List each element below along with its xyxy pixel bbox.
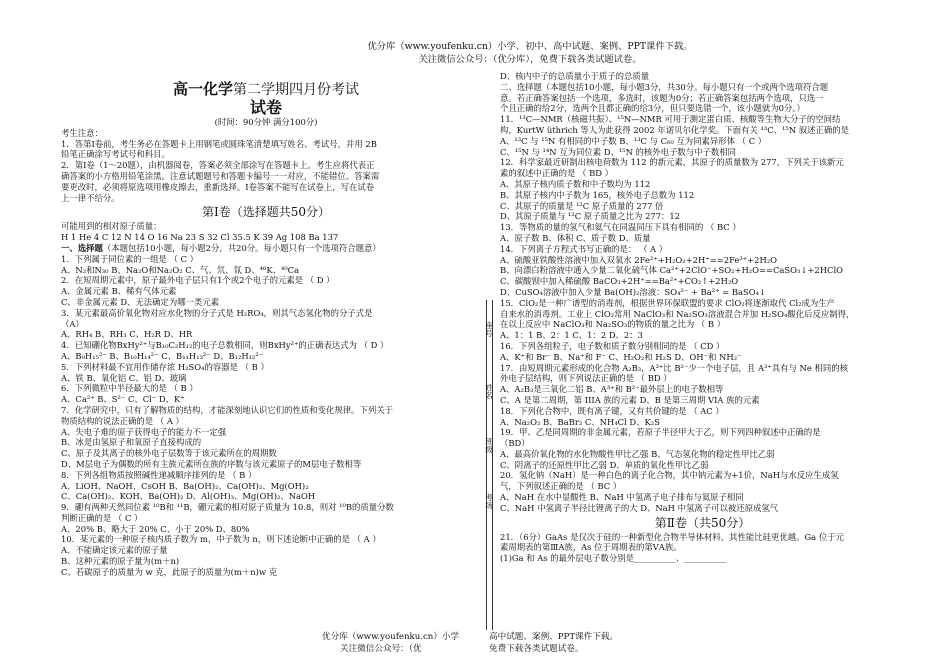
question-line: B、冰是由氢原子和氧原子直接构成的	[61, 437, 202, 448]
section-1-title: 第Ⅰ卷（选择题共50分）	[201, 205, 330, 220]
part-1-label: 一、选择题	[61, 242, 103, 253]
question-line: D、M层电子为偶数的所有主族元素所在族的序数与该元素原子的M层电子数相等	[61, 458, 362, 469]
question-line: A、N₂和N₃₀ B、Na₂O和Na₂O₂ C、气、氘、氚 D、⁴⁰K、⁴⁰Ca	[61, 264, 300, 275]
notice-line: 上一律不给分。	[61, 192, 120, 203]
q21-line: 21．（6分）GaAs 是仅次于硅的一种新型化合物半导体材料，其性能比硅更优越。Ga 位于元	[500, 531, 844, 542]
question-line: A、K⁺和 Br⁻ B、Na⁺和 F⁻ C、H₂O₂和 H₂S D、OH⁻和 NH₂⁻	[500, 351, 742, 362]
question-line: A、20% B、略大于 20% C、小于 20% D、80%	[61, 523, 250, 534]
question-line: 判断正确的是 （ C ）	[61, 512, 143, 523]
binding-line-left	[486, 300, 487, 630]
question-line: A、Na₂O₂ B、BaBr₂ C、NH₄Cl D、K₂S	[500, 416, 660, 427]
question-line: 6．下列微粒中半径最大的是 （ B ）	[61, 383, 198, 394]
atomic-mass-values: H 1 He 4 C 12 N 14 O 16 Na 23 S 32 Cl 35.5 K 39 Ag 108 Ba 137	[61, 232, 339, 243]
time-info: (时间：90分钟 满分100分)	[214, 117, 318, 127]
question-line: 16．下列各组粒子，电子数和质子数分别相同的是 （ CD ）	[500, 340, 725, 351]
question-line: 19．甲、乙是同周期的非金属元素，若原子半径甲大于乙，则下列四种叙述中正确的是	[500, 427, 821, 438]
notice-line: 确答案的小方格用铅笔涂黑。注意试题题号和答题卡编号一一对应，不能错位。答案需	[61, 170, 380, 181]
question-line: B、向漂白粉溶液中通入少量二氧化硫气体 Ca²⁺+2ClO⁻+SO₂+H₂O==CaSO₃↓+2HClO	[500, 265, 844, 276]
question-line: A、铁 B、氧化铝 C、铝 D、玻璃	[61, 372, 187, 383]
question-line: 20．氢化钠（NaH）是一种白色的离子化合物，其中钠元素为+1价，NaH与水反应生成氢	[500, 470, 839, 481]
footer-right-line-2: 免费下载各类试题试卷。	[489, 644, 584, 654]
question-line: 在以上反应中 NaClO₃和 Na₂SO₃的物质的量之比为 （ B ）	[500, 319, 726, 330]
question-line: A、不能确定该元素的原子量	[61, 545, 168, 556]
question-line: 8．下列各组物质按照碱性递减顺序排列的是 （ B ）	[61, 469, 257, 480]
question-line: 3．某元素最高价氧化物对应水化物的分子式是 H₂RO₄，则其气态氢化物的分子式是	[61, 307, 373, 318]
exam-title	[61, 81, 471, 99]
question-line: B、其原子核内中子数为 165，核外电子总数为 112	[500, 189, 695, 200]
question-line: 构，KurtW üthrich 等人为此获得 2002 年诺贝尔化学奖。下面有关 ¹³C、¹⁵N 叙述正确的是	[500, 124, 849, 135]
question-line: C、阴离子的还原性甲比乙弱 D、单质的氧化性甲比乙弱	[500, 459, 709, 470]
notice-block	[61, 139, 471, 204]
page-header	[250, 40, 810, 66]
question-line: 13．等物质的量的氢气和氦气在同温同压下具有相同的 （ BC ）	[500, 222, 741, 233]
question-line: A、B₉H₁₅²⁻ B、B₁₀H₁₄²⁻ C、B₁₁H₁₃²⁻ D、B₁₂H₁₂²⁻	[61, 350, 264, 361]
question-line: 素的叙述中正确的是 （ BD ）	[500, 168, 613, 179]
question-line: C、若碳原子的质量为 w 克，此原子的质量为(m＋n)w 克	[61, 566, 278, 577]
question-list-left	[61, 254, 471, 578]
question-line: 17．由短周期元素形成的化合物 A₂B₃，A³⁺比 B²⁻少一个电子层，且 A³⁺具有与 Ne 相同的核	[500, 362, 849, 373]
binding-line-right	[492, 300, 493, 630]
atomic-mass-heading: 可能用到的相对原子质量：	[61, 221, 162, 232]
part-1-description: （本题包括10小题，每小题2分，共20分。每小题只有一个选项符合题意）	[102, 242, 381, 253]
question-line: 7．化学研究中，只有了解物质的结构，才能深刻地认识它们的性质和变化规律。下列关于	[61, 404, 393, 415]
question-line: 2．在短周期元素中，原子最外电子层只有1个或2个电子的元素是 （ D ）	[61, 275, 335, 286]
exam-subtitle: 试卷	[249, 98, 282, 117]
question-line: A、金属元素 B、稀有气体元素	[61, 286, 177, 297]
footer-right	[489, 631, 618, 655]
question-line: A、NaH 在水中显酸性 B、NaH 中氢离子电子排布与氦原子相同	[500, 492, 744, 503]
question-line: C、¹⁵N 与 ¹⁴N 互为同位素 D、¹⁵N 的核外电子数与中子数相同	[500, 146, 737, 157]
notice-line: 1．答第Ⅰ卷前，考生务必在答题卡上用钢笔或圆珠笔清楚填写姓名、考试号，并用 2B	[61, 138, 377, 149]
question-line: 5．下列材料最不宜用作储存浓 H₂SO₄的容器是 （ B ）	[61, 361, 269, 372]
question-line: 1．下列属于同位素的一组是 （ C ）	[61, 253, 198, 264]
footer-right-line-1: 高中试题、案例、PPT课件下载。	[489, 632, 619, 642]
exam-title-bold: 高一化学	[172, 80, 233, 98]
question-line: A、RH₄ B、RH₃ C、H₂R D、HR	[61, 329, 193, 340]
margin-label-name: 姓名	[485, 383, 493, 400]
margin-label-seat: 座号	[485, 321, 493, 338]
question-line: 11．¹³C—NMR（核磁共振）、¹⁵N—NMR 可用于测定蛋白质、核酸等生物大分子的空间结	[500, 114, 841, 125]
footer-left-line-1: 优分库（www.youfenku.cn）小学	[322, 632, 460, 642]
question-line: C、非金属元素 D、无法确定为哪一类元素	[61, 296, 220, 307]
question-line: 二、选择题（本题包括10小题，每小题3分，共30分。每小题只有一个或两个选项符合题	[500, 81, 829, 92]
question-line: A、1：1 B、2：1 C、1：2 D、2：3	[500, 330, 643, 341]
footer-left	[322, 631, 459, 655]
header-line-1: 优分库（www.youfenku.cn）小学、初中、高中试题、案例、PPT课件下载。	[367, 41, 693, 52]
question-line: C、原子及其离子的核外电子层数等于该元素所在的周期数	[61, 448, 277, 459]
question-line: 4．已知硼化物BxHy²⁺与B₁₀C₂H₁₂的电子总数相同，则BxHy²⁺的正确表达式为 （ D ）	[61, 340, 389, 351]
question-line: 12．科学家最近研制出核电荷数为 112 的新元素，其原子的质量数为 277，下列关于该新元	[500, 157, 844, 168]
question-line: D、CuSO₄溶液中加入少量 Ba(OH)₂溶液：SO₄²⁻ + Ba²⁺ = BaSO₄↓	[500, 286, 766, 297]
footer-left-line-2: 关注微信公众号：（优	[340, 644, 422, 654]
question-line: 物质结构的说法正确的是 （ A ）	[61, 415, 184, 426]
notice-line: 铅笔正确涂写考试号和科目。	[61, 149, 170, 160]
question-line: C、A 是第二周期，第 IIIA 族的元素 D、B 是第三周期 VIA 族的元素	[500, 394, 760, 405]
question-line: D、其原子质量与 ¹²C 原子质量之比为 277：12	[500, 211, 681, 222]
question-line: C、其原子的质量是 ¹²C 原子质量的 277 倍	[500, 200, 664, 211]
margin-label-class: 班级	[485, 437, 493, 454]
question-line: A、硫酸亚铁酸性溶液中加入双氧水 2Fe²⁺+H₂O₂+2H⁺==2Fe³⁺+2H₂O	[500, 254, 778, 265]
question-line: 外电子层结构，则下列说法正确的是 （ BD ）	[500, 373, 672, 384]
question-line: C、碳酸钡中加入稀硫酸 BaCO₃+2H⁺==Ba²⁺+CO₂↑+2H₂O	[500, 276, 739, 287]
question-line: B、这种元素的原子量为(m＋n)	[61, 556, 180, 567]
question-line: A、Ca²⁺ B、S²⁻ C、Cl⁻ D、K⁺	[61, 394, 185, 405]
question-line: A、LiOH、NaOH、CsOH B、Ba(OH)₂、Ca(OH)₂、Mg(OH)₂	[61, 480, 309, 491]
question-line: （A）	[61, 318, 84, 329]
q21-line: (1)Ga 和 As 的最外层电子数分别是__________、__________	[500, 553, 727, 564]
question-line: 15．ClO₂是一种广谱型的消毒剂，根据世界环保联盟的要求 ClO₂将逐渐取代 Cl₂成为生产	[500, 297, 836, 308]
question-line: A、最高价氧化物的水化物酸性甲比乙强 B、气态氢化物的稳定性甲比乙弱	[500, 448, 775, 459]
notice-line: 2．第Ⅰ卷（1～20题），由机器阅卷，答案必须全部涂写在答题卡上。考生应将代表正	[61, 160, 375, 171]
left-column	[61, 79, 471, 578]
question-line: 14．下列离子方程式书写正确的是： （ A ）	[500, 243, 668, 254]
question-line: C、NaH 中氢离子半径比锂离子的大 D、NaH 中氢离子可以被还原成氢气	[500, 502, 779, 513]
question-line: D、核内中子的总质量小于质子的总质量	[500, 71, 650, 81]
question-line: A、原子数 B、体积 C、质子数 D、质量	[500, 232, 651, 243]
notice-line: 要更改时，必须将原选项用橡皮擦去，重新选择。Ⅰ卷答案不能写在试卷上，写在试卷	[61, 181, 375, 192]
question-line: 10．某元素的一种原子核内质子数为 m，中子数为 n，则下述论断中正确的是 （ A ）	[61, 534, 381, 545]
part-1-header	[61, 243, 471, 254]
question-line: A、A₂B₃是三氧化二铝 B、A³⁺和 B²⁻最外层上的电子数相等	[500, 384, 724, 395]
question-line: 18．下列化合物中，既有离子键，又有共价键的是 （ AC ）	[500, 405, 724, 416]
question-line: A、¹³C 与 ¹⁵N 有相同的中子数 B、¹³C 与 C₆₀ 互为同素异形体 （ C ）	[500, 135, 767, 146]
question-line: A、失电子难的原子获得电子的能力不一定强	[61, 426, 227, 437]
question-line: A、其原子核内质子数和中子数均为 112	[500, 178, 651, 189]
section-2-title: 第Ⅱ卷（共50分）	[654, 515, 751, 530]
exam-title-rest: 第二学期四月份考试	[233, 82, 359, 98]
header-line-2: 关注微信公众号：（优分库），免费下载各类试题试卷。	[418, 54, 642, 65]
q21-line: 素周期表的第ⅢA族，As 位于周期表的第ⅤA族。	[500, 542, 682, 553]
notice-heading: 考生注意：	[61, 127, 103, 138]
question-line: C、Ca(OH)₂、KOH、Ba(OH)₂ D、Al(OH)₃、Mg(OH)₂、NaOH	[61, 491, 316, 502]
question-line: 气，下列叙述正确的是 （ BC ）	[500, 481, 622, 492]
question-line: （BD）	[500, 438, 530, 449]
question-line: 9．硼有两种天然同位素 ¹⁰B和 ¹¹B，硼元素的相对原子质量为 10.8，则对 ¹⁰B的质量分数	[61, 502, 394, 513]
question-line: 意。若正确答案包括一个选项，多选时，该题为0分；若正确答案包括两个选项，只选一	[500, 92, 824, 103]
right-column	[500, 71, 905, 564]
question-line: 自来水的消毒剂。工业上 ClO₂常用 NaClO₃和 Na₂SO₃溶液混合并加 H₂SO₄酸化后反应制得，	[500, 308, 855, 319]
question-line: 个且正确的给2分，选两个且都正确的给3分，但只要选错一个，该小题就为0分。）	[500, 103, 805, 114]
margin-label-room: 考场	[485, 493, 493, 510]
